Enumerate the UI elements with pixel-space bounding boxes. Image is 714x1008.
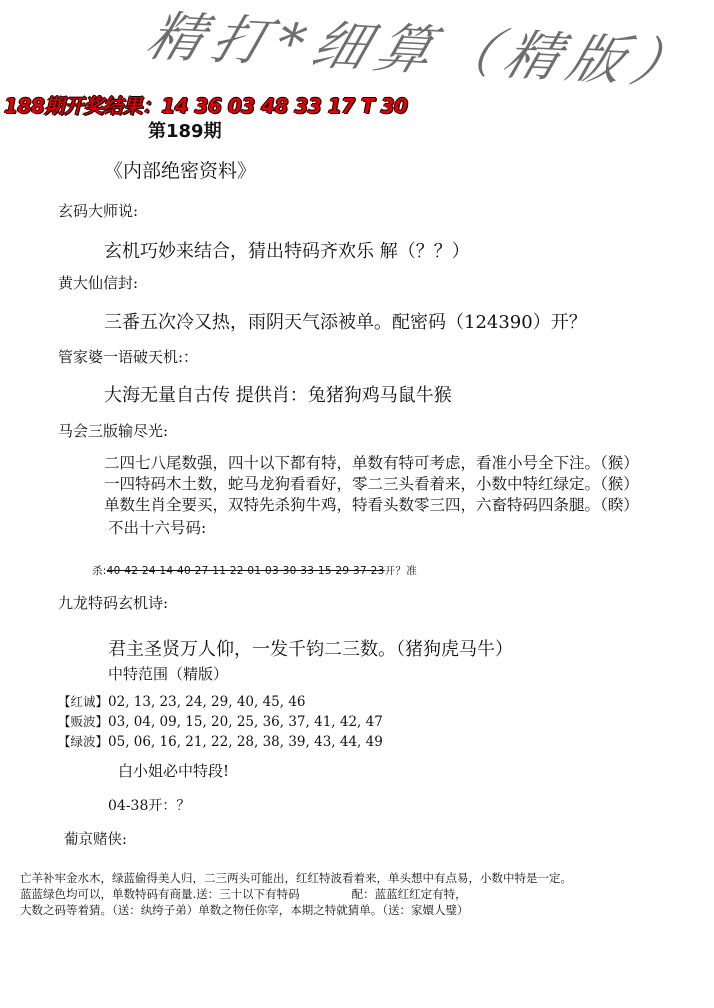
footer-line: 大数之码等着猜。（送：纨绔子弟）单数之物任你宰，本期之特就猜单。（送：家嬛人璧） (20, 903, 469, 917)
range-tag: 【红诚】 (58, 694, 109, 709)
master-verse: 玄机巧妙来结合，猜出特码齐欢乐 解（？？） (104, 241, 470, 262)
previous-result: 188期开奖结果：14 36 03 48 33 17 T 30 (4, 94, 408, 118)
kill-list: 40 42 24 14 40 27 11 22 01 03 30 33 15 29 37 23 (106, 565, 385, 577)
footer-text (20, 870, 572, 918)
range-row-blue (58, 712, 383, 730)
no16-label: 不出十六号码: (108, 519, 207, 537)
footer-line: 亡羊补牢金水木，绿蓝偷得美人归，二三两头可能出，红红特波看着来，单头想中有点易，小数中特是一定。 (20, 871, 572, 885)
mahui-line: 单数生肖全要买，双特先杀狗牛鸡，特看头数零三四，六畜特码四条腿。（睽） (104, 496, 639, 514)
guanjia-verse: 大海无量自古传 提供肖：兔猪狗鸡马鼠牛猴 (104, 385, 452, 406)
footer-line-2b: 配：蓝蓝红红定有特， (351, 887, 467, 901)
range-numbers: 02, 13, 23, 24, 29, 40, 45, 46 (108, 694, 306, 710)
book-title: 《内部绝密资料》 (104, 160, 257, 182)
range-title: 中特范围（精版） (108, 665, 229, 683)
kill-numbers (92, 563, 417, 578)
range-numbers: 05, 06, 16, 21, 22, 28, 38, 39, 43, 44, 49 (108, 734, 383, 750)
jiulong-label: 九龙特码玄机诗: (58, 594, 169, 612)
range-numbers: 03, 04, 09, 15, 20, 25, 36, 37, 41, 42, 47 (108, 714, 383, 730)
kill-suffix: 开？准 (384, 565, 417, 577)
open-note: 04-38开：？ (108, 798, 191, 814)
mahui-line: 一四特码木土数，蛇马龙狗看看好，零二三头看着来，小数中特红绿定。（猴） (104, 475, 639, 493)
jiulong-verse: 君主圣贤万人仰，一发千钧二三数。（猪狗虎马牛） (108, 639, 513, 660)
footer-line-2 (20, 886, 572, 902)
huang-verse: 三番五次冷又热，雨阴天气添被单。配密码（124390）开？ (104, 312, 587, 333)
huang-label: 黄大仙信封: (58, 274, 139, 292)
kill-prefix: 杀: (92, 565, 107, 577)
issue-number: 第189期 (148, 121, 222, 142)
range-row-green (58, 732, 383, 750)
range-tag: 【贩波】 (58, 714, 109, 729)
banner-title: 精打*细算（精版） (139, 5, 707, 96)
master-label: 玄码大师说: (58, 202, 139, 220)
range-tag: 【绿波】 (58, 734, 109, 749)
footer-line-2a: 蓝蓝绿色均可以，单数特码有商量.送：三十以下有特码 (20, 887, 300, 901)
white-note: 白小姐必中特段! (118, 762, 230, 780)
mahui-poem (104, 453, 639, 516)
mahui-line: 二四七八尾数强，四十以下都有特，单数有特可考虑，看准小号全下注。（猴） (104, 454, 639, 472)
macau-label: 葡京赌侠: (64, 832, 127, 848)
range-row-red (58, 692, 306, 710)
guanjia-label: 管家婆一语破天机:： (58, 348, 199, 366)
mahui-label: 马会三版输尽光: (58, 422, 169, 440)
